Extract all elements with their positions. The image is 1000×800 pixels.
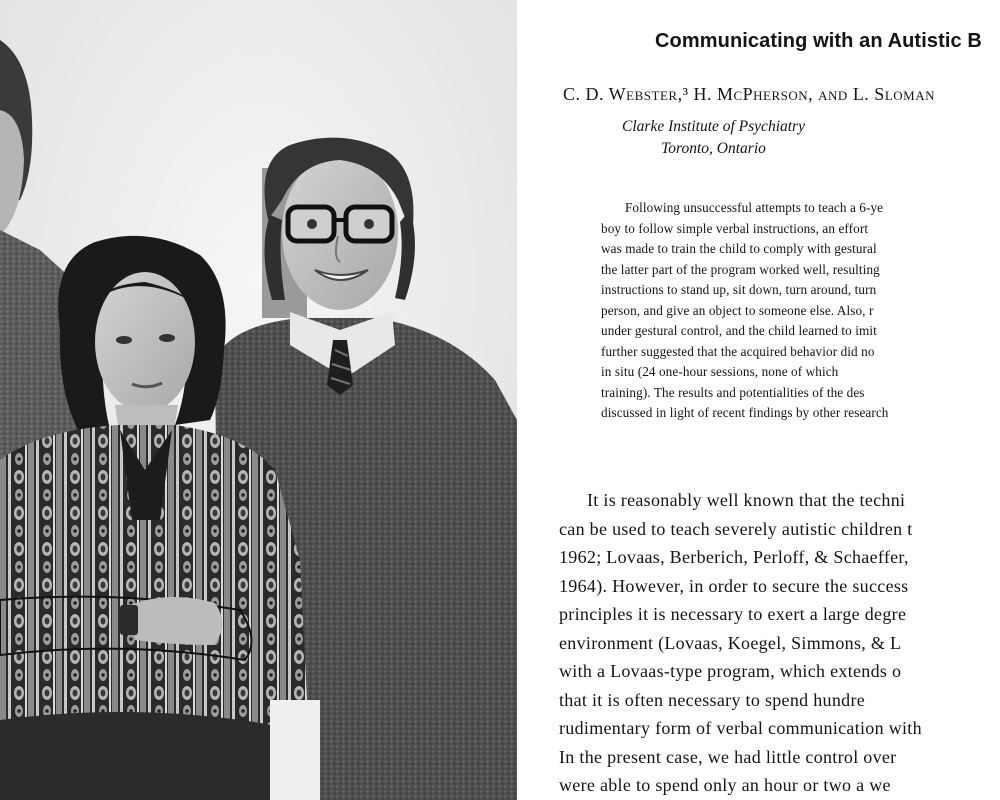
author-institution: Clarke Institute of Psychiatry: [622, 118, 805, 135]
body-line: were able to spend only an hour or two a we: [559, 775, 891, 795]
abstract-line: in situ (24 one-hour sessions, none of which: [601, 364, 839, 379]
abstract-line: further suggested that the acquired behavior did no: [601, 343, 875, 359]
abstract-line: the latter part of the program worked well, resulting: [601, 261, 880, 277]
body-line: In the present case, we had little control over: [559, 746, 897, 767]
abstract-line: was made to train the child to comply with gestural: [601, 241, 877, 256]
body-line: 1962; Lovaas, Berberich, Perloff, & Schaeffer,: [559, 547, 909, 567]
article-page: [523, 0, 1000, 800]
article-abstract: [601, 198, 1000, 424]
article-body: [559, 486, 1000, 800]
abstract-line: training). The results and potentialities of the des: [601, 384, 865, 400]
article-authors: C. D. Webster,³ H. McPherson, and L. Sloman: [563, 84, 935, 104]
abstract-line: boy to follow simple verbal instructions, an effort: [601, 220, 869, 236]
abstract-line: person, and give an object to someone else. Also, r: [601, 302, 874, 318]
abstract-line: discussed in light of recent findings by other research: [601, 405, 889, 420]
body-line: that it is often necessary to spend hundre: [559, 689, 866, 710]
body-line: rudimentary form of verbal communication with: [559, 718, 922, 738]
author-location: Toronto, Ontario: [661, 140, 766, 157]
body-line: principles it is necessary to exert a large degre: [559, 604, 907, 624]
abstract-line: instructions to stand up, sit down, turn around, turn: [601, 282, 877, 297]
body-line: It is reasonably well known that the techni: [587, 490, 906, 510]
article-title: Communicating with an Autistic B: [655, 30, 982, 52]
abstract-line: Following unsuccessful attempts to teach a 6-ye: [625, 200, 884, 215]
body-line: 1964). However, in order to secure the success: [559, 575, 909, 596]
body-line: can be used to teach severely autistic children t: [559, 518, 913, 539]
abstract-line: under gestural control, and the child learned to imit: [601, 323, 877, 338]
body-line: with a Lovaas-type program, which extends o: [559, 661, 902, 681]
body-line: environment (Lovaas, Koegel, Simmons, & L: [559, 632, 902, 653]
